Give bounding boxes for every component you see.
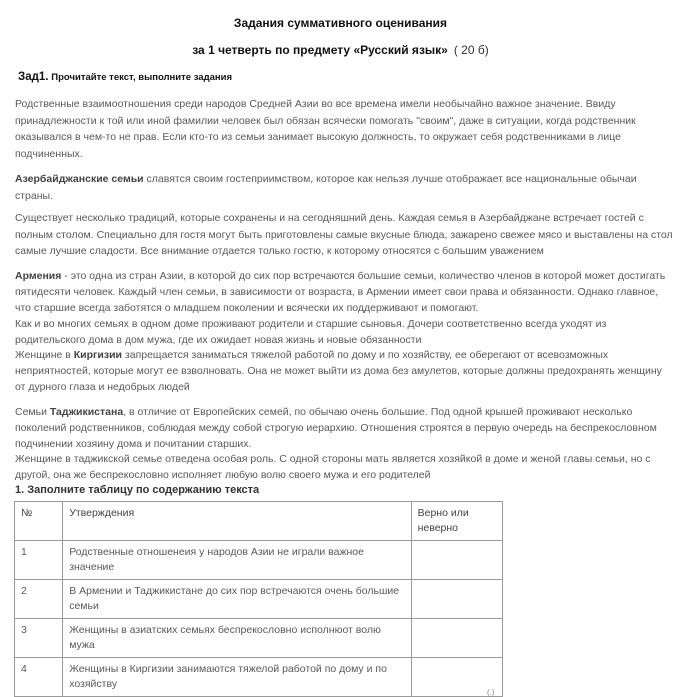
answer-cell[interactable] [411, 619, 502, 658]
table-header-row [15, 502, 503, 541]
paragraph-azerbaijan: Азербайджанские семьи славятся своим гостеприимством, которое как нельзя лучше отображает все национальные обычаи страны. [15, 173, 637, 202]
task-heading [18, 71, 232, 83]
paragraph-intro: Родственные взаимоотношения среди народов Средней Азии во все времена имели необычайно важное значение. Ввиду принадлежности к той или иной фамилии человек был обязан всячески помогать "своим", даже в ситуации, когда родственник оказывался в чем-то не прав. Если кто-то из семьи занимает высокую должность, то окружает себя родственниками в лице подчиненных. [15, 98, 636, 160]
paragraph-tajik-woman: Женщине в таджикской семье отведена особая роль. С одной стороны мать является хозяйкой в доме и женой главы семьи, но с другой, она же беспрекословно исполняет любую волю своего мужа и его родителей [15, 453, 651, 481]
table-row [15, 658, 503, 697]
task-instruction: Прочитайте текст, выполните задания [51, 72, 233, 83]
paragraph-families: Как и во многих семьях в одном доме проживают родители и старшие сыновья. Дочери соответственно всегда уходят из родительского дома в дом мужа, где их ожидает новая жизнь и новые обязанности [15, 318, 607, 346]
statements-table [14, 501, 503, 697]
table-row [15, 580, 503, 619]
answer-cell[interactable] [411, 541, 502, 580]
header-statement: Утверждения [63, 502, 411, 541]
document-title: Задания суммативного оценивания [233, 16, 448, 30]
exercise-title: 1. Заполните таблицу по содержанию текста [15, 484, 260, 496]
answer-cell[interactable] [411, 580, 502, 619]
paragraph-kyrgyzstan: Женщине в Киргизии запрещается заниматься тяжелой работой по дому и по хозяйству, ее оберегают от всевозможных неприятностей, которые могут ее взволновать. Она не может выйти из дома без амулетов, которые должны предохранять женщину от дурного глаза и недобрых людей [15, 349, 662, 393]
document-subtitle: за 1 четверть по предмету «Русский язык» ( 20 б) [192, 43, 489, 57]
row-num: 4 [15, 658, 63, 697]
task-number: Зад1. [18, 71, 49, 83]
paragraph-armenia: Армения - это одна из стран Азии, в которой до сих пор встречаются большие семьи, количество членов в которой может достигать пятидесяти человек. Каждый член семьи, в зависимости от возраста, в Армении имеет свои права и обязанности. Однако главное, что старшие всегда заботятся о младшем поколении и всячески их поддерживают и помогают. [15, 270, 666, 314]
header-answer: Верно или неверно [411, 502, 502, 541]
row-num: 2 [15, 580, 63, 619]
row-statement: Женщины в Киргизии занимаются тяжелой работой по дому и по хозяйству [63, 658, 411, 697]
page-corner-mark: (.) [487, 688, 495, 697]
table-row [15, 619, 503, 658]
row-statement: Родственные отношенеия у народов Азии не играли важное значение [63, 541, 411, 580]
points-label: ( 20 б) [453, 43, 489, 57]
row-num: 1 [15, 541, 63, 580]
row-num: 3 [15, 619, 63, 658]
paragraph-traditions: Существует несколько традиций, которые сохранены и на сегодняшний день. Каждая семья в Азербайджане встречает гостей с полным столом. Специально для гостя могут быть приготовлены самые вкусные блюда, зажарено свежее мясо и выставлены на стол самые лучшие сладости. Все внимание отдается только гостю, к которому относятся с большим уважением [15, 212, 673, 257]
table-row [15, 541, 503, 580]
paragraph-tajikistan: Семьи Таджикистана, в отличие от Европейских семей, по обычаю очень большие. Под одной крышей проживают несколько поколений родственников, соблюдая между собой строгую иерархию. Отношения строятся в первую очередь на беспрекословном подчинении хозяину дома и почитании старших. [15, 406, 657, 450]
row-statement: В Армении и Таджикистане до сих пор встречаются очень большие семьи [63, 580, 411, 619]
header-num: № [15, 502, 63, 541]
row-statement: Женщины в азиатских семьях беспрекословно исполнюот волю мужа [63, 619, 411, 658]
